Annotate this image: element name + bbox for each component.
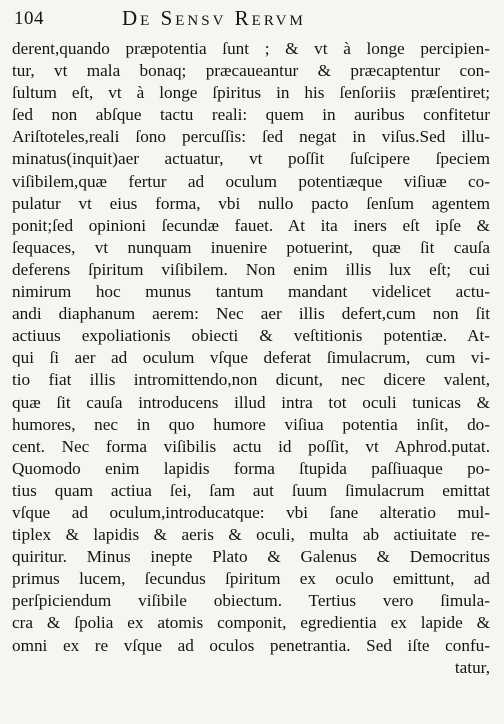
text-line: ſequaces, vt nunquam inuenire potuerint, quæ ſit cauſa: [12, 237, 490, 257]
text-line: cra & ſpolia ex atomis componit, egredientia ex lapide &: [12, 613, 490, 633]
page-number: 104: [14, 8, 44, 29]
text-line: quiritur. Minus inepte Plato & Galenus & Democritus: [12, 547, 490, 567]
text-line: quæ ſit cauſa introducens illud intra tot oculi tunicas &: [12, 392, 490, 412]
page-header: [14, 6, 492, 32]
text-line: ponit;ſed opinioni ſecundæ fauet. At ita iners eſt ipſe &: [12, 215, 490, 235]
text-line: omni ex re vſque ad oculos penetrantia. Sed iſte confu-: [12, 635, 490, 655]
text-line: minatus(inquit)aer actuatur, vt poſſit ſuſcipere ſpeciem: [12, 149, 490, 169]
catchword: tatur,: [454, 657, 490, 677]
text-line: derent,quando præpotentia ſunt ; & vt à longe percipien-: [12, 39, 490, 58]
text-line: tius quam actiua ſei, ſam aut ſuum ſimulacrum emittat: [12, 480, 490, 500]
text-line: ſultum eſt, vt à longe ſpiritus in his ſenſoriis præſentiret;: [12, 83, 490, 103]
text-line: Quomodo enim lapidis forma ſtupida paſſiuaque po-: [12, 458, 490, 478]
body-text: [12, 38, 490, 679]
text-line: tur, vt mala bonaq; præcaueantur & præcaptentur con-: [12, 61, 490, 81]
text-line: deferens ſpiritum viſibilem. Non enim illis lux eſt; cui: [12, 259, 490, 279]
text-line: perſpiciendum viſibile obiectum. Tertius vero ſimula-: [12, 591, 490, 611]
text-line: nimirum hoc munus tantum mandant videlicet actu-: [12, 282, 490, 302]
text-line: viſibilem,quæ fertur ad oculum potentiæque viſiuæ co-: [12, 171, 490, 191]
text-line: humores, nec in quo humore viſiua potentia inſit, do-: [12, 414, 490, 434]
text-line: vſque ad oculum,introducatque: vbi ſane alteratio mul-: [12, 502, 490, 522]
text-line: cent. Nec forma viſibilis actu id poſſit, vt Aphrod.putat.: [12, 436, 490, 456]
running-title: De Sensv Rervm: [122, 6, 306, 30]
text-line: actiuus expoliationis obiecti & veſtitionis potentiæ. At-: [12, 326, 490, 346]
text-line: qui ſi aer ad oculum vſque deferat ſimulacrum, cum vi-: [12, 348, 490, 368]
text-line: pulatur vt eius forma, vbi nullo pacto ſenſum agentem: [12, 193, 490, 213]
text-line: tiplex & lapidis & aeris & oculi, multa ab actiuitate re-: [12, 525, 490, 545]
text-line: ſed non abſque tactu reali: quem in auribus confitetur: [12, 105, 490, 125]
text-line: primus lucem, ſecundus ſpiritum ex oculo emittunt, ad: [12, 569, 490, 589]
text-line: andi diaphanum aerem: Nec aer illis defert,cum non ſit: [12, 304, 490, 324]
text-line: tio fiat illis intromittendo,non dicunt, nec dicere valent,: [12, 370, 490, 390]
text-line: Ariſtoteles,reali ſono percuſſis: ſed negat in viſus.Sed illu-: [12, 127, 490, 147]
